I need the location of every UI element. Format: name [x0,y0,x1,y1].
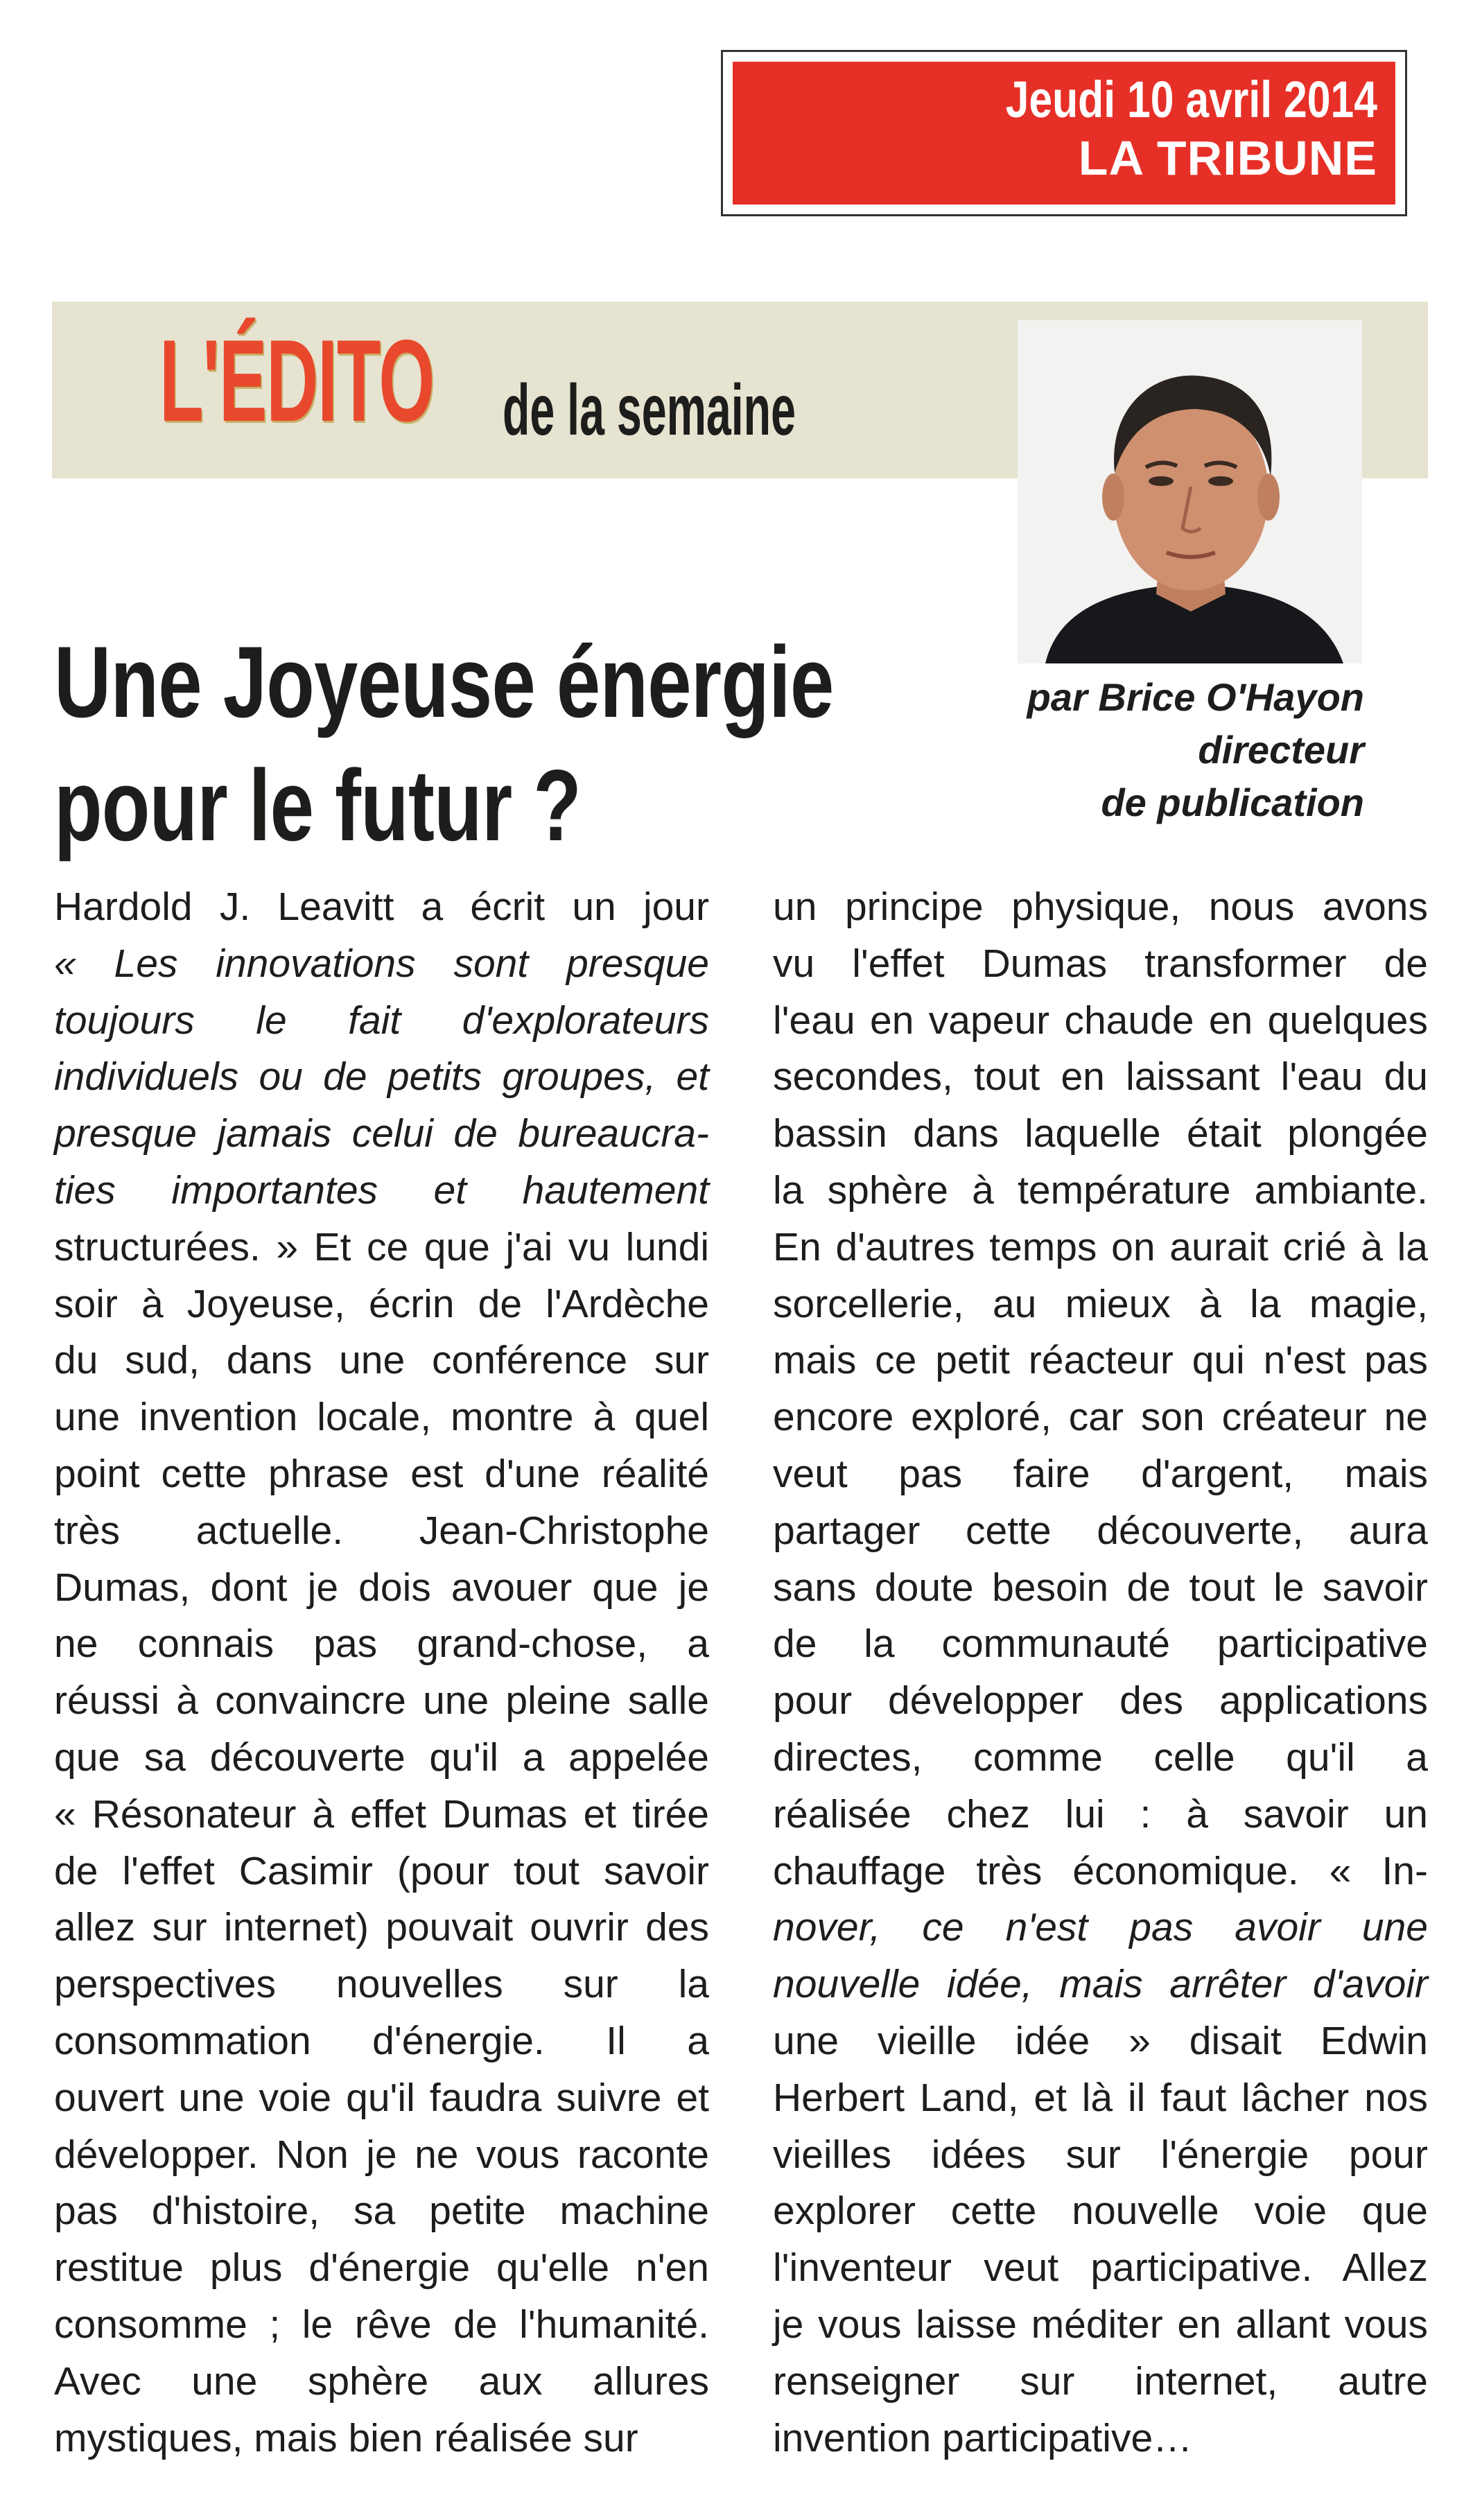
headline-line-2: pour le futur ? [54,749,582,862]
article-line: Dumas, dont je dois avouer que je [54,1565,709,1610]
article-line: « Les innovations sont presque [54,941,709,986]
article-line: sorcellerie, au mieux à la magie, [773,1281,1428,1326]
article-line: pour développer des applications [773,1678,1428,1723]
article-line: consommation d'énergie. Il a [54,2018,709,2063]
article-line: nover, ce n'est pas avoir une [773,1905,1428,1950]
issue-date: Jeudi 10 avril 2014 [1005,71,1377,128]
article-line: la sphère à température ambiante. [773,1167,1428,1213]
article-line: bassin dans laquelle était plongée [773,1111,1428,1156]
article-line: que sa découverte qu'il a appelée [54,1735,709,1780]
article-line: vieilles idées sur l'énergie pour [773,2132,1428,2177]
article-column-right [773,879,1428,2467]
article-line: ties importantes et hautement [54,1167,709,1213]
section-subtitle: de la semaine [503,370,796,451]
article-line: consomme ; le rêve de l'humanité. [54,2302,709,2347]
article-line: allez sur internet) pouvait ouvrir des [54,1905,709,1950]
article-line: chauffage très économique. « In- [773,1848,1428,1893]
article-line: développer. Non je ne vous raconte [54,2132,709,2177]
author-name: par Brice O'Hayon [1027,675,1364,719]
article-line: du sud, dans une conférence sur [54,1338,709,1383]
masthead-banner [733,62,1395,205]
author-photo-icon [1018,320,1362,663]
article-line: un principe physique, nous avons [773,885,1428,929]
author-role-continued: de publication [1101,781,1364,824]
article-line: ne connais pas grand-chose, a [54,1622,709,1667]
article-line: l'inventeur veut participative. Allez [773,2245,1428,2291]
article-line: une vieille idée » disait Edwin [773,2018,1428,2063]
headline-line-1: Une Joyeuse énergie [54,625,834,738]
article-line: pas d'histoire, sa petite machine [54,2189,709,2234]
author-portrait [1018,320,1362,663]
article-line: « Résonateur à effet Dumas et tirée [54,1791,709,1836]
article-line: de l'effet Casimir (pour tout savoir [54,1848,709,1893]
article-line: réussi à convaincre une pleine salle [54,1678,709,1723]
article-line: mystiques, mais bien réalisée sur [54,2415,638,2460]
byline [1027,671,1364,829]
article-line: perspectives nouvelles sur la [54,1962,709,2007]
article-line: invention participative… [773,2415,1193,2460]
publication-name: LA TRIBUNE [1078,131,1377,186]
article-line: l'eau en vapeur chaude en quelques [773,998,1428,1043]
article-line: point cette phrase est d'une réalité [54,1451,709,1496]
article-line: veut pas faire d'argent, mais [773,1451,1428,1496]
article-line: soir à Joyeuse, écrin de l'Ardèche [54,1281,709,1326]
article-line: encore exploré, car son créateur ne [773,1395,1428,1440]
article-line: ouvert une voie qu'il faudra suivre et [54,2075,709,2120]
article-line: renseigner sur internet, autre [773,2358,1428,2404]
article-line: de la communauté participative [773,1622,1428,1667]
article-line: nouvelle idée, mais arrêter d'avoir [773,1962,1428,2007]
article-line: secondes, tout en laissant l'eau du [773,1054,1428,1100]
article-line: directes, comme celle qu'il a [773,1735,1428,1780]
article-line: vu l'effet Dumas transformer de [773,941,1428,986]
article-line: mais ce petit réacteur qui n'est pas [773,1338,1428,1383]
article-line: Herbert Land, et là il faut lâcher nos [773,2075,1428,2120]
section-title: L'ÉDITO [159,315,435,446]
article-line: réalisée chez lui : à savoir un [773,1791,1428,1836]
article-line: je vous laisse méditer en allant vous [773,2302,1428,2347]
article-line: partager cette découverte, aura [773,1508,1428,1553]
article-column-left [54,879,709,2467]
article-line: toujours le fait d'explorateurs [54,998,709,1043]
article-line: individuels ou de petits groupes, et [54,1054,709,1100]
article-line: très actuelle. Jean-Christophe [54,1508,709,1553]
article-line: presque jamais celui de bureaucra- [54,1111,709,1156]
article-line: En d'autres temps on aurait crié à la [773,1224,1428,1269]
article-line: sans doute besoin de tout le savoir [773,1565,1428,1610]
article-line: Avec une sphère aux allures [54,2358,709,2404]
author-role: directeur [1198,728,1364,772]
article-line: structurées. » Et ce que j'ai vu lundi [54,1224,709,1269]
article-line: explorer cette nouvelle voie que [773,2189,1428,2234]
article-line: restitue plus d'énergie qu'elle n'en [54,2245,709,2291]
article-line: Hardold J. Leavitt a écrit un jour [54,885,709,929]
article-line: une invention locale, montre à quel [54,1395,709,1440]
masthead [721,50,1407,216]
article-headline [54,620,865,867]
